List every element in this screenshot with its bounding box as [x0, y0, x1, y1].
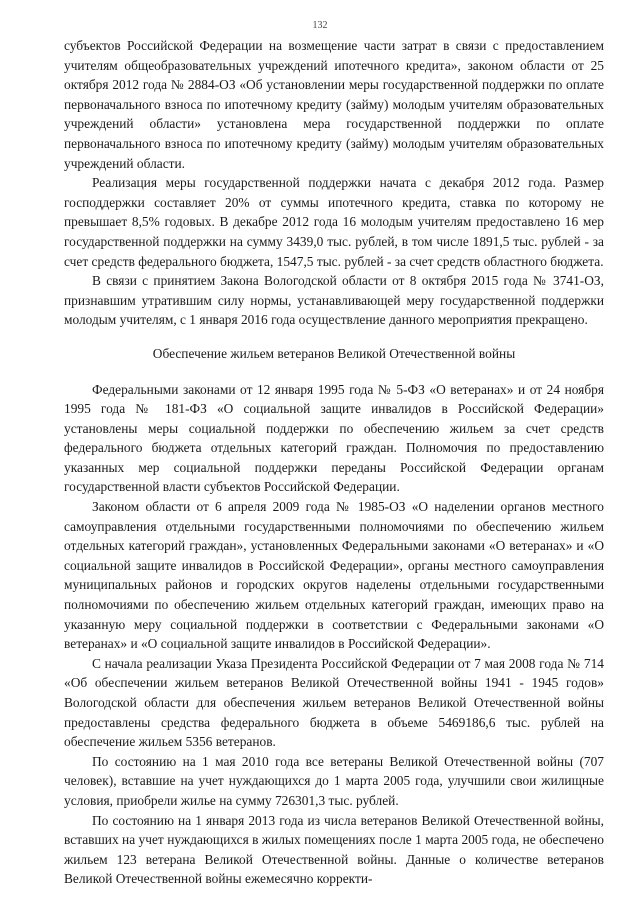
paragraph: С начала реализации Указа Президента Российской Федерации от 7 мая 2008 года № 714 «Об обеспечении жильем ветеранов Великой Отечественной войны 1941 - 1945 годов» Вологодской области для обеспечения жильем ветеранов Великой Отечественной войны предоставлены средства федерального бюджета в объеме 5469186,6 тыс. рублей на обеспечение жильем 5356 ветеранов.: [64, 655, 604, 750]
paragraph: Законом области от 6 апреля 2009 года № 1985-ОЗ «О наделении органов местного самоуправления отдельными государственными полномочиями по обеспечению жильем отдельных категорий граждан», установленных Федеральными законами «О ветеранах» и «О социальной защите инвалидов в Российской Федерации», органы местного самоуправления муниципальных районов и городских округов наделены отдельными государственными полномочиями по обеспечению жильем отдельных категорий граждан, имеющих право на указанную меру социальной поддержки в соответствии с Федеральными законами «О ветеранах» и «О социальной защите инвалидов в Российской Федерации».: [64, 499, 604, 652]
page-content: [64, 36, 604, 889]
paragraph-continued: субъектов Российской Федерации на возмещение части затрат в связи с предоставлением учителям общеобразовательных учреждений ипотечного кредита», законом области от 25 октября 2012 года № 2884-ОЗ «Об установлении меры государственной поддержки по оплате первоначального взноса по ипотечному кредиту (займу) молодым учителям образовательных учреждений области» установлена мера государственной поддержки по оплате первоначального взноса по ипотечному кредиту (займу) молодым учителям образовательных учреждений области.: [64, 38, 604, 171]
paragraph: Реализация меры государственной поддержки начата с декабря 2012 года. Размер господдержки составляет 20% от суммы ипотечного кредита, ставка по которому не превышает 8,5% годовых. В декабре 2012 года 16 молодым учителям предоставлено 16 мер государственной поддержки на сумму 3439,0 тыс. рублей, в том числе 1891,5 тыс. рублей - за счет средств федерального бюджета, 1547,5 тыс. рублей - за счет средств областного бюджета.: [64, 175, 604, 269]
section-heading: Обеспечение жильем ветеранов Великой Отечественной войны: [152, 345, 516, 361]
paragraph: По состоянию на 1 мая 2010 года все ветераны Великой Отечественной войны (707 человек), вставшие на учет нуждающихся до 1 марта 2005 года, улучшили свои жилищные условия, приобрели жилье на сумму 726301,3 тыс. рублей.: [64, 753, 604, 808]
paragraph: В связи с принятием Закона Вологодской области от 8 октября 2015 года № 3741-ОЗ, признавшим утратившим силу нормы, устанавливающей меру государственной поддержки молодым учителям, с 1 января 2016 года осуществление данного мероприятия прекращено.: [64, 273, 604, 328]
paragraph: По состоянию на 1 января 2013 года из числа ветеранов Великой Отечественной войны, вставших на учет нуждающихся в жилых помещениях после 1 марта 2005 года, не обеспечено жильем 123 ветерана Великой Отечественной войны. Данные о количестве ветеранов Великой Отечественной войны ежемесячно корректи-: [64, 812, 604, 887]
page-number: 132: [312, 20, 328, 31]
paragraph: Федеральными законами от 12 января 1995 года № 5-ФЗ «О ветеранах» и от 24 ноября 1995 года № 181-ФЗ «О социальной защите инвалидов в Российской Федерации» установлены меры социальной поддержки по обеспечению жильем за счет средств федерального бюджета отдельных категорий граждан. Полномочия по предоставлению указанных мер социальной поддержки переданы Российской Федерации органам государственной власти субъектов Российской Федерации.: [64, 381, 604, 495]
